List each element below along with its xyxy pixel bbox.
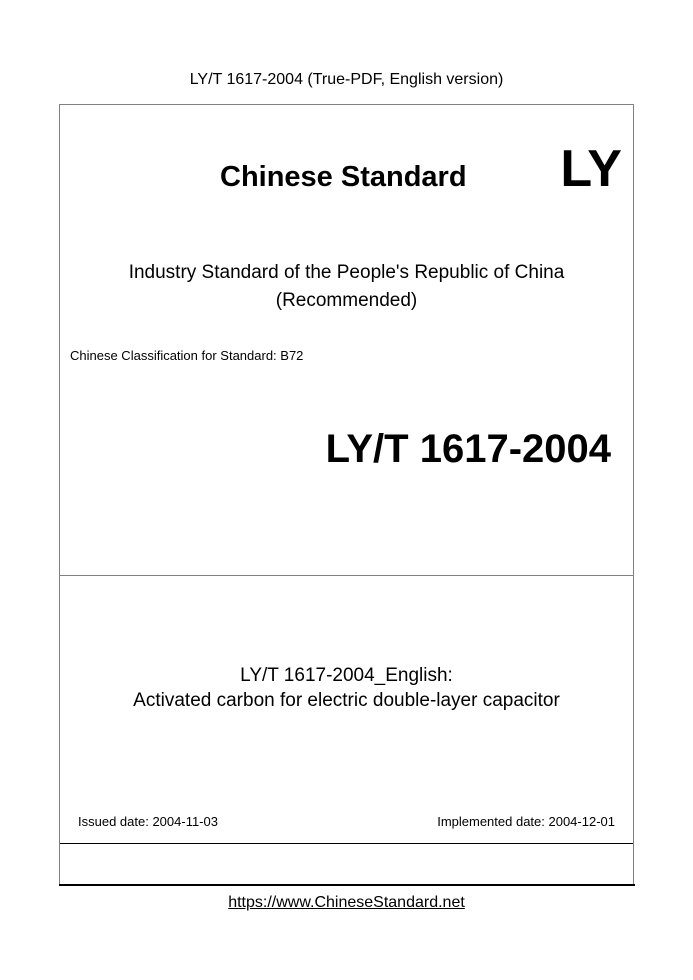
cover-upper-section [60, 105, 633, 576]
cover-bottom-line [59, 884, 635, 886]
cover-bottom-box [60, 843, 633, 884]
standard-number: LY/T 1617-2004 [325, 427, 611, 471]
standard-code-letters: LY [560, 140, 622, 198]
industry-standard-line: Industry Standard of the People's Republic of China [128, 262, 565, 283]
classification-line: Chinese Classification for Standard: B72 [70, 348, 304, 363]
website-footer [0, 893, 693, 913]
website-link[interactable]: https://www.ChineseStandard.net [228, 894, 465, 911]
issued-date: Issued date: 2004-11-03 [78, 814, 218, 829]
cover-frame [59, 104, 634, 885]
recommended-line: (Recommended) [275, 290, 418, 311]
standard-type-label: Chinese Standard [220, 161, 467, 193]
document-header-title: LY/T 1617-2004 (True-PDF, English version) [189, 71, 504, 88]
implemented-date: Implemented date: 2004-12-01 [437, 814, 615, 829]
document-title-code: LY/T 1617-2004_English: [240, 665, 453, 686]
document-title-name: Activated carbon for electric double-layer capacitor [133, 690, 560, 711]
